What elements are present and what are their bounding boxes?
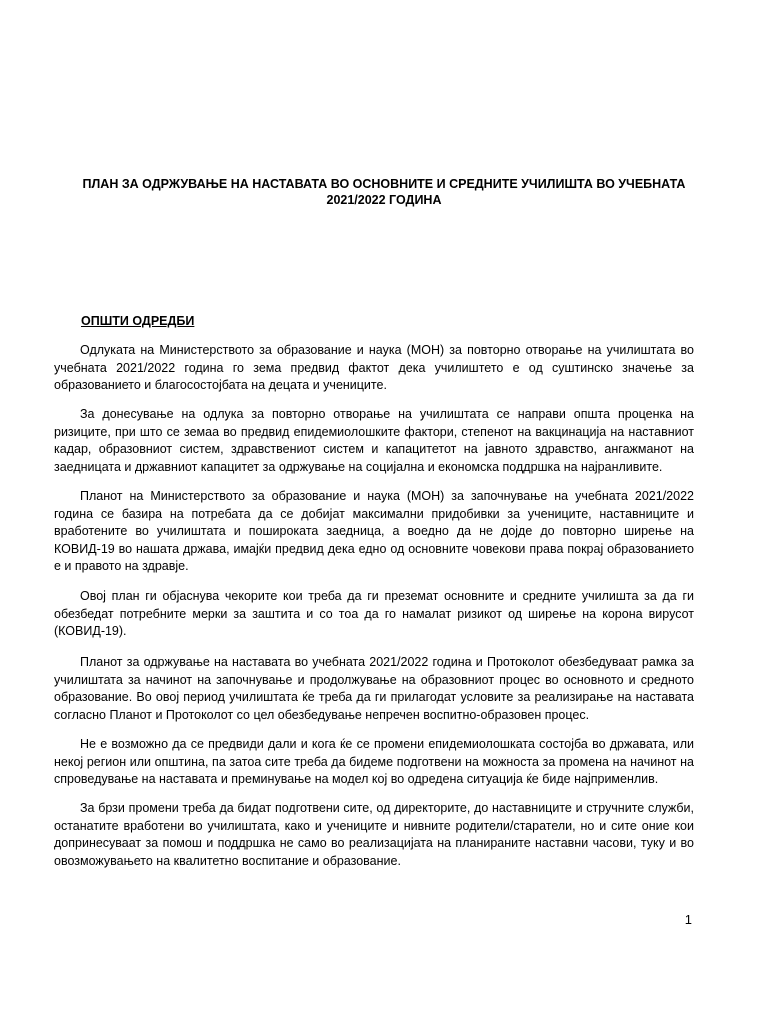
paragraph-4: Овој план ги објаснува чекорите кои треба да ги преземат основните и средните училишта за да ги обезбедат потребните мерки за заштита и со тоа да го намалат ризикот од ширење на корона вирусот (КОВИД-19). [54, 589, 694, 638]
paragraph-3: Планот на Министерството за образование и наука (МОН) за започнување на учебната 2021/2022 година се базира на потребата да се добијат максимални придобивки за учениците, наставниците и вработените во училиштата и пошироката заедница, а воедно да не дојде до повторно ширење на КОВИД-19 во нашата држава, имајќи предвид дека едно од основните човекови права покрај образованието е и правото на здравје. [54, 489, 694, 573]
paragraph-5: Планот за одржување на наставата во учебната 2021/2022 година и Протоколот обезбедуваат рамка за училиштата за начинот на започнување и продолжување на образовниот процес во основното и средното образование. Во овој период училиштата ќе треба да ги прилагодат условите за реализирање на наставата согласно Планот и Протоколот со цел обезбедување непречен воспитно-образовен процес. [54, 655, 694, 722]
page-number: 1 [684, 912, 692, 927]
paragraph-6: Не е возможно да се предвиди дали и кога ќе се промени епидемиолошката состојба во државата, или некој регион или општина, па затоа сите треба да бидеме подготвени на можноста за промена на начинот на спроведување на наставата и преминување на модел кој во одредена ситуација ќе биде најприменлив. [54, 737, 694, 786]
document-title: ПЛАН ЗА ОДРЖУВАЊЕ НА НАСТАВАТА ВО ОСНОВНИТЕ И СРЕДНИТЕ УЧИЛИШТА ВО УЧЕБНАТА 2021/2022 ГОДИНА [82, 177, 686, 207]
paragraph-1: Одлуката на Министерството за образование и наука (МОН) за повторно отворање на училиштата во учебната 2021/2022 година го зема предвид фактот дека училиштето е од суштинско значење за образованието и благосостојбата на децата и учениците. [54, 343, 694, 392]
paragraph-7: За брзи промени треба да бидат подготвени сите, од директорите, до наставниците и стручните служби, останатите вработени во училиштата, како и учениците и нивните родители/старатели, но и сите оние кои допринесуваат за помош и поддршка не само во реализацијата на планираните наставни часови, туку и во овозможувањето на квалитетно воспитание и образование. [54, 801, 694, 868]
section-heading: ОПШТИ ОДРЕДБИ [81, 314, 195, 328]
paragraph-2: За донесување на одлука за повторно отворање на училиштата се направи општа проценка на ризиците, при што се земаа во предвид епидемиолошките фактори, степенот на вакцинација на наставниот кадар, образовниот систем, здравствениот систем и капацитетот на јавното здравство, ангажманот на заедницата и државниот капацитет за одржување на социјална и економска поддршка на најранливите. [54, 407, 694, 474]
